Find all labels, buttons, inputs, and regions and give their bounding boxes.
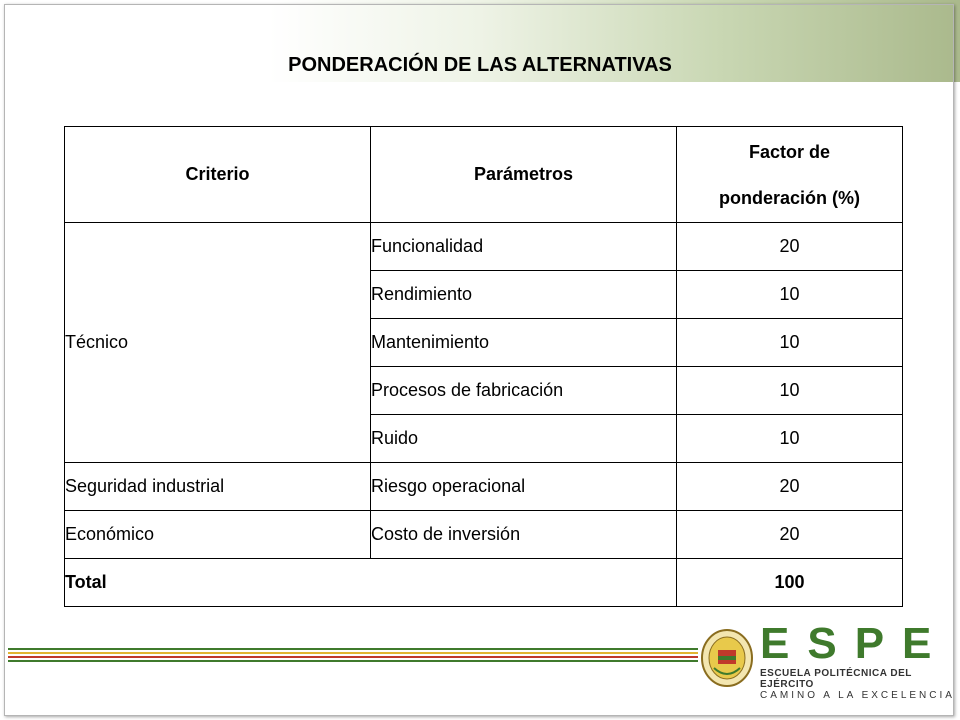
logo-subtitle: ESCUELA POLITÉCNICA DEL EJÉRCITO: [760, 668, 912, 690]
factor-cell: 10: [677, 319, 903, 367]
table-row: [65, 223, 903, 271]
slide-title: PONDERACIÓN DE LAS ALTERNATIVAS: [288, 54, 672, 76]
parametro-cell: Mantenimiento: [371, 319, 677, 367]
espe-logo: [760, 619, 960, 701]
parametro-cell: Costo de inversión: [371, 511, 677, 559]
parametro-cell: Procesos de fabricación: [371, 367, 677, 415]
total-row: [65, 559, 903, 607]
total-value: 100: [677, 559, 903, 607]
factor-cell: 10: [677, 367, 903, 415]
logo-tagline: CAMINO A LA EXCELENCIA: [760, 690, 955, 701]
parametro-cell: Riesgo operacional: [371, 463, 677, 511]
footer-stripe-green: [8, 648, 698, 650]
table-row: [65, 463, 903, 511]
factor-cell: 10: [677, 271, 903, 319]
parametro-cell: Ruido: [371, 415, 677, 463]
factor-cell: 20: [677, 223, 903, 271]
factor-cell: 20: [677, 463, 903, 511]
criterio-seguridad: Seguridad industrial: [65, 463, 371, 511]
parametro-cell: Funcionalidad: [371, 223, 677, 271]
espe-seal-icon: [700, 628, 754, 688]
footer-stripe-yellow: [8, 652, 698, 654]
header-factor-line1: Factor de: [748, 141, 831, 162]
total-label: Total: [65, 559, 677, 607]
logo-letters: ESPE: [760, 619, 950, 668]
footer-stripe-red: [8, 656, 698, 658]
header-criterio: Criterio: [65, 127, 371, 223]
footer-stripes: [8, 648, 698, 668]
parametro-cell: Rendimiento: [371, 271, 677, 319]
table-row: [65, 511, 903, 559]
header-factor: [677, 127, 903, 223]
table-header-row: [65, 127, 903, 223]
footer-stripe-green-2: [8, 660, 698, 662]
factor-cell: 10: [677, 415, 903, 463]
weighting-table: [64, 126, 903, 607]
criterio-tecnico: Técnico: [65, 223, 371, 463]
header-factor-line2: ponderación (%): [718, 187, 860, 208]
factor-cell: 20: [677, 511, 903, 559]
header-parametros: Parámetros: [371, 127, 677, 223]
criterio-economico: Económico: [65, 511, 371, 559]
